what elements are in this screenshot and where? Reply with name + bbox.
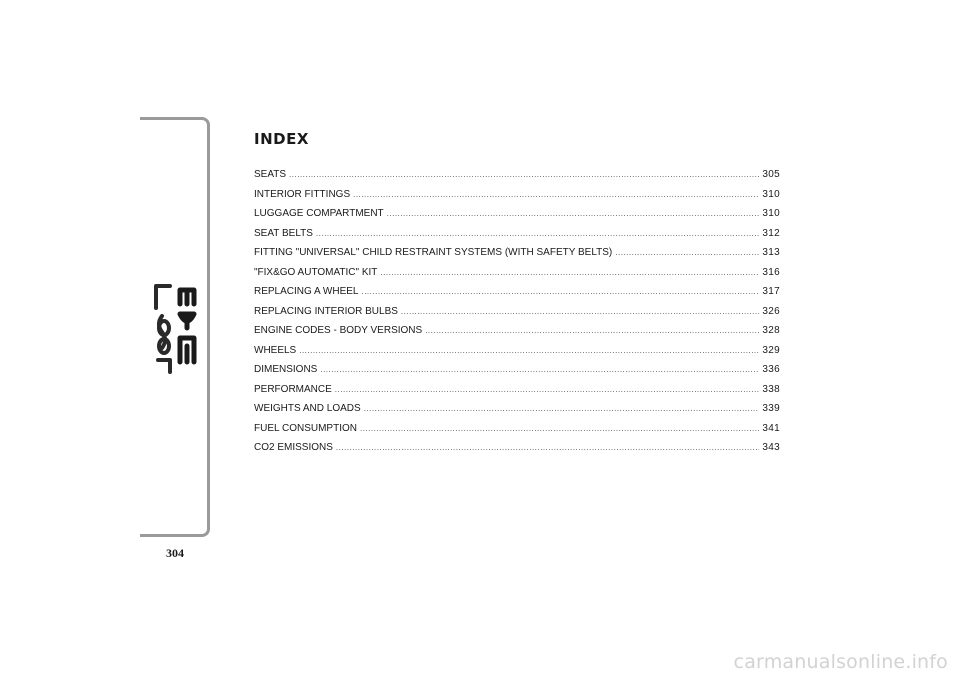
toc-label: "FIX&GO AUTOMATIC" KIT <box>254 266 378 278</box>
page-number: 304 <box>166 546 184 560</box>
toc-row[interactable] <box>254 380 780 400</box>
toc-page-number: 316 <box>762 266 780 278</box>
toc-label: PERFORMANCE <box>254 383 332 395</box>
dot-leader <box>289 165 759 185</box>
toc-page-number: 313 <box>762 247 780 258</box>
toc-page-number: 305 <box>762 169 780 180</box>
brand-logo <box>148 280 202 380</box>
toc-row[interactable] <box>254 399 780 419</box>
dot-leader <box>335 380 760 400</box>
toc-row[interactable] <box>254 243 780 263</box>
toc-label: SEAT BELTS <box>254 227 313 239</box>
toc-label: LUGGAGE COMPARTMENT <box>254 208 384 219</box>
toc-row[interactable] <box>254 419 780 439</box>
toc-row[interactable] <box>254 321 780 341</box>
toc-label: INTERIOR FITTINGS <box>254 188 351 200</box>
dot-leader <box>380 263 759 283</box>
dot-leader <box>336 438 760 458</box>
toc-page-number: 341 <box>762 422 780 434</box>
dot-leader <box>615 243 759 263</box>
toc-page-number: 339 <box>762 403 780 414</box>
dot-leader <box>360 419 759 439</box>
index-section <box>254 130 780 458</box>
toc-row[interactable] <box>254 204 780 224</box>
dot-leader <box>361 282 759 302</box>
toc-page-number: 338 <box>762 383 780 395</box>
dot-leader <box>299 341 759 361</box>
toc-row[interactable] <box>254 341 780 361</box>
toc-label: CO2 EMISSIONS <box>254 442 333 453</box>
toc-label: SEATS <box>254 169 287 180</box>
toc-page-number: 343 <box>762 442 780 453</box>
watermark: carmanualsonline.info <box>733 651 948 673</box>
toc-label: FUEL CONSUMPTION <box>254 422 357 434</box>
toc-page-number: 329 <box>762 344 780 356</box>
toc-page-number: 310 <box>762 188 780 200</box>
toc-label: FITTING "UNIVERSAL" CHILD RESTRAINT SYSTEMS (WITH SAFETY BELTS) <box>254 247 613 258</box>
toc-row[interactable] <box>254 438 780 458</box>
dot-leader <box>401 302 759 322</box>
toc-label: WEIGHTS AND LOADS <box>254 403 361 414</box>
toc-label: DIMENSIONS <box>254 364 318 375</box>
dot-leader <box>353 185 759 205</box>
dot-leader <box>364 399 760 419</box>
toc-row[interactable] <box>254 224 780 244</box>
toc-page-number: 336 <box>762 364 780 375</box>
toc-page-number: 317 <box>762 286 780 297</box>
table-of-contents <box>254 165 780 458</box>
toc-label: ENGINE CODES - BODY VERSIONS <box>254 325 423 336</box>
toc-row[interactable] <box>254 263 780 283</box>
toc-row[interactable] <box>254 165 780 185</box>
dot-leader <box>316 224 759 244</box>
toc-label: REPLACING A WHEEL <box>254 286 359 297</box>
toc-row[interactable] <box>254 360 780 380</box>
dot-leader <box>320 360 759 380</box>
toc-page-number: 310 <box>762 208 780 219</box>
page-title: INDEX <box>254 130 309 148</box>
toc-row[interactable] <box>254 282 780 302</box>
toc-label: WHEELS <box>254 344 297 356</box>
toc-page-number: 312 <box>762 227 780 239</box>
dot-leader <box>425 321 759 341</box>
toc-row[interactable] <box>254 185 780 205</box>
toc-page-number: 326 <box>762 305 780 317</box>
toc-label: REPLACING INTERIOR BULBS <box>254 305 398 317</box>
dot-leader <box>387 204 760 224</box>
toc-page-number: 328 <box>762 325 780 336</box>
toc-row[interactable] <box>254 302 780 322</box>
